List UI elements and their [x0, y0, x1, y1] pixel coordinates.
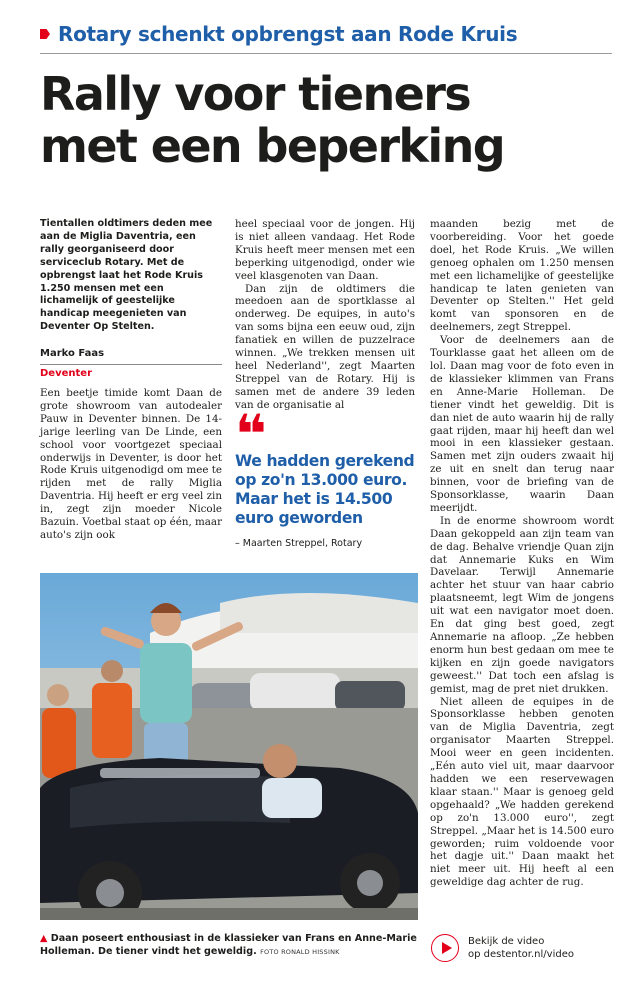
- kicker-text: Rotary schenkt opbrengst aan Rode Kruis: [58, 22, 518, 46]
- body-paragraph: Een beetje timide komt Daan de grote showroom van autodealer Pauw in Deventer binnen. De 14-jarige leerling van De Linde, een school voor voortgezet speciaal onderwijs in Deventer, is door het Rode Kruis uitgenodigd om mee te rijden met de rally Miglia Daventria. Hij heeft er erg veel zin in, zegt zijn moeder Nicole Bazuin. Voetbal staat op één, maar auto's zijn ook: [40, 386, 222, 541]
- photo-credit: FOTO RONALD HISSINK: [260, 948, 340, 956]
- video-link-text[interactable]: [468, 935, 574, 961]
- pull-quote-source: – Maarten Streppel, Rotary: [235, 537, 363, 549]
- byline-rule: [40, 364, 222, 365]
- column-2: [235, 218, 415, 551]
- article-photo: [40, 573, 418, 920]
- headline-line-1: Rally voor tieners: [40, 67, 471, 121]
- red-arrow-icon: [40, 29, 50, 39]
- caption-marker-icon: ▲: [40, 933, 48, 944]
- video-line-2: op destentor.nl/video: [468, 949, 574, 960]
- kicker-rule: [40, 53, 612, 54]
- video-link[interactable]: [431, 930, 616, 966]
- body-paragraph: In de enorme showroom wordt Daan gekoppeld aan zijn team van de dag. Behalve vriendje Quan zijn dat Annemarie Kuks en Wim Davelaar. Terwijl Annemarie achter het stuur van haar cabrio plaatsneemt, legt Wim de jongens uit wat een navigator moet doen. En dat ging best goed, zegt Annemarie na afloop. „Ze hebben enorm hun best gedaan om mee te kijken en zijn goede navigators geweest.'' Dat toch een afslag is gemist, mag de pret niet drukken.: [430, 514, 614, 695]
- intro-text: Tientallen oldtimers deden mee aan de Miglia Daventria, een rally georganiseerd door serviceclub Rotary. Met de opbrengst laat het Rode Kruis 1.250 mensen met een lichamelijk of geestelijke handicap meegenieten van Deventer Op Stelten.: [40, 218, 213, 333]
- body-paragraph: Voor de deelnemers aan de Tourklasse gaat het alleen om de lol. Daan mag voor de foto even in de klassieker klimmen van Frans en Anne-Marie Holleman. De tiener vindt het geweldig. Dit is dan niet de auto waarin hij de rally gaat rijden, maar hij heeft dan wel mooi in een klassieker gestaan. Samen met zijn ouders zwaait hij ze uit en snelt dan terug naar binnen, voor de briefing van de Sponsorklasse, waarin Daan meerijdt.: [430, 334, 614, 514]
- video-line-1: Bekijk de video: [468, 936, 545, 947]
- body-paragraph: Dan zijn de oldtimers die meedoen aan de sportklasse al onderweg. De equipes, in auto's van soms bijna een eeuw oud, zijn fanatiek en willen de puzzelrace winnen. „We trekken mensen uit heel Nederland'', zegt Maarten Streppel van de Rotary. Hij is samen met de andere 39 leden van de organisatie al: [235, 282, 415, 411]
- byline-author: Marko Faas: [40, 348, 105, 360]
- caption-text: Daan poseert enthousiast in de klassieker van Frans en Anne-Marie Holleman. De tiener vindt het geweldig.: [40, 933, 417, 957]
- body-paragraph: heel speciaal voor de jongen. Hij is niet alleen vandaag. Het Rode Kruis heeft meer mensen met een beperking uitgenodigd, onder wie veel klasgenoten van Daan.: [235, 218, 415, 282]
- headline: [40, 68, 618, 172]
- headline-line-2: met een beperking: [40, 119, 505, 173]
- body-paragraph: maanden bezig met de voorbereiding. Voor het goede doel, het Rode Kruis. „We willen genoeg ophalen om 1.250 mensen met een lichamelijke of geestelijke handicap te laten genieten van Deventer op Stelten.'' Het geld komt van sponsoren en de deelnemers, zegt Streppel.: [430, 218, 614, 334]
- kicker: [40, 22, 612, 46]
- column-1: [40, 218, 222, 542]
- quote-mark-icon: ❝: [235, 402, 267, 466]
- photo-caption: [40, 932, 418, 959]
- body-paragraph: Niet alleen de equipes in de Sponsorklasse hebben genoten van de Miglia Daventria, zegt organisator Maarten Streppel. Mooi weer en geen incidenten. „Eén auto viel uit, maar daarvoor hadden we een reservewagen klaar staan.'' Maar is genoeg geld opgehaald? „We hadden gerekend op zo'n 13.000 euro'', zegt Streppel. „Maar het is 14.500 euro geworden; ruim voldoende voor het dagje uit.'' Daan maakt het niet meer uit. Hij heeft al een geweldige dag achter de rug.: [430, 695, 614, 889]
- pull-quote: We hadden gerekend op zo'n 13.000 euro. Maar het is 14.500 euro geworden: [235, 451, 415, 527]
- byline-place: Deventer: [40, 368, 92, 380]
- column-3: [430, 218, 614, 889]
- play-icon[interactable]: [431, 934, 459, 962]
